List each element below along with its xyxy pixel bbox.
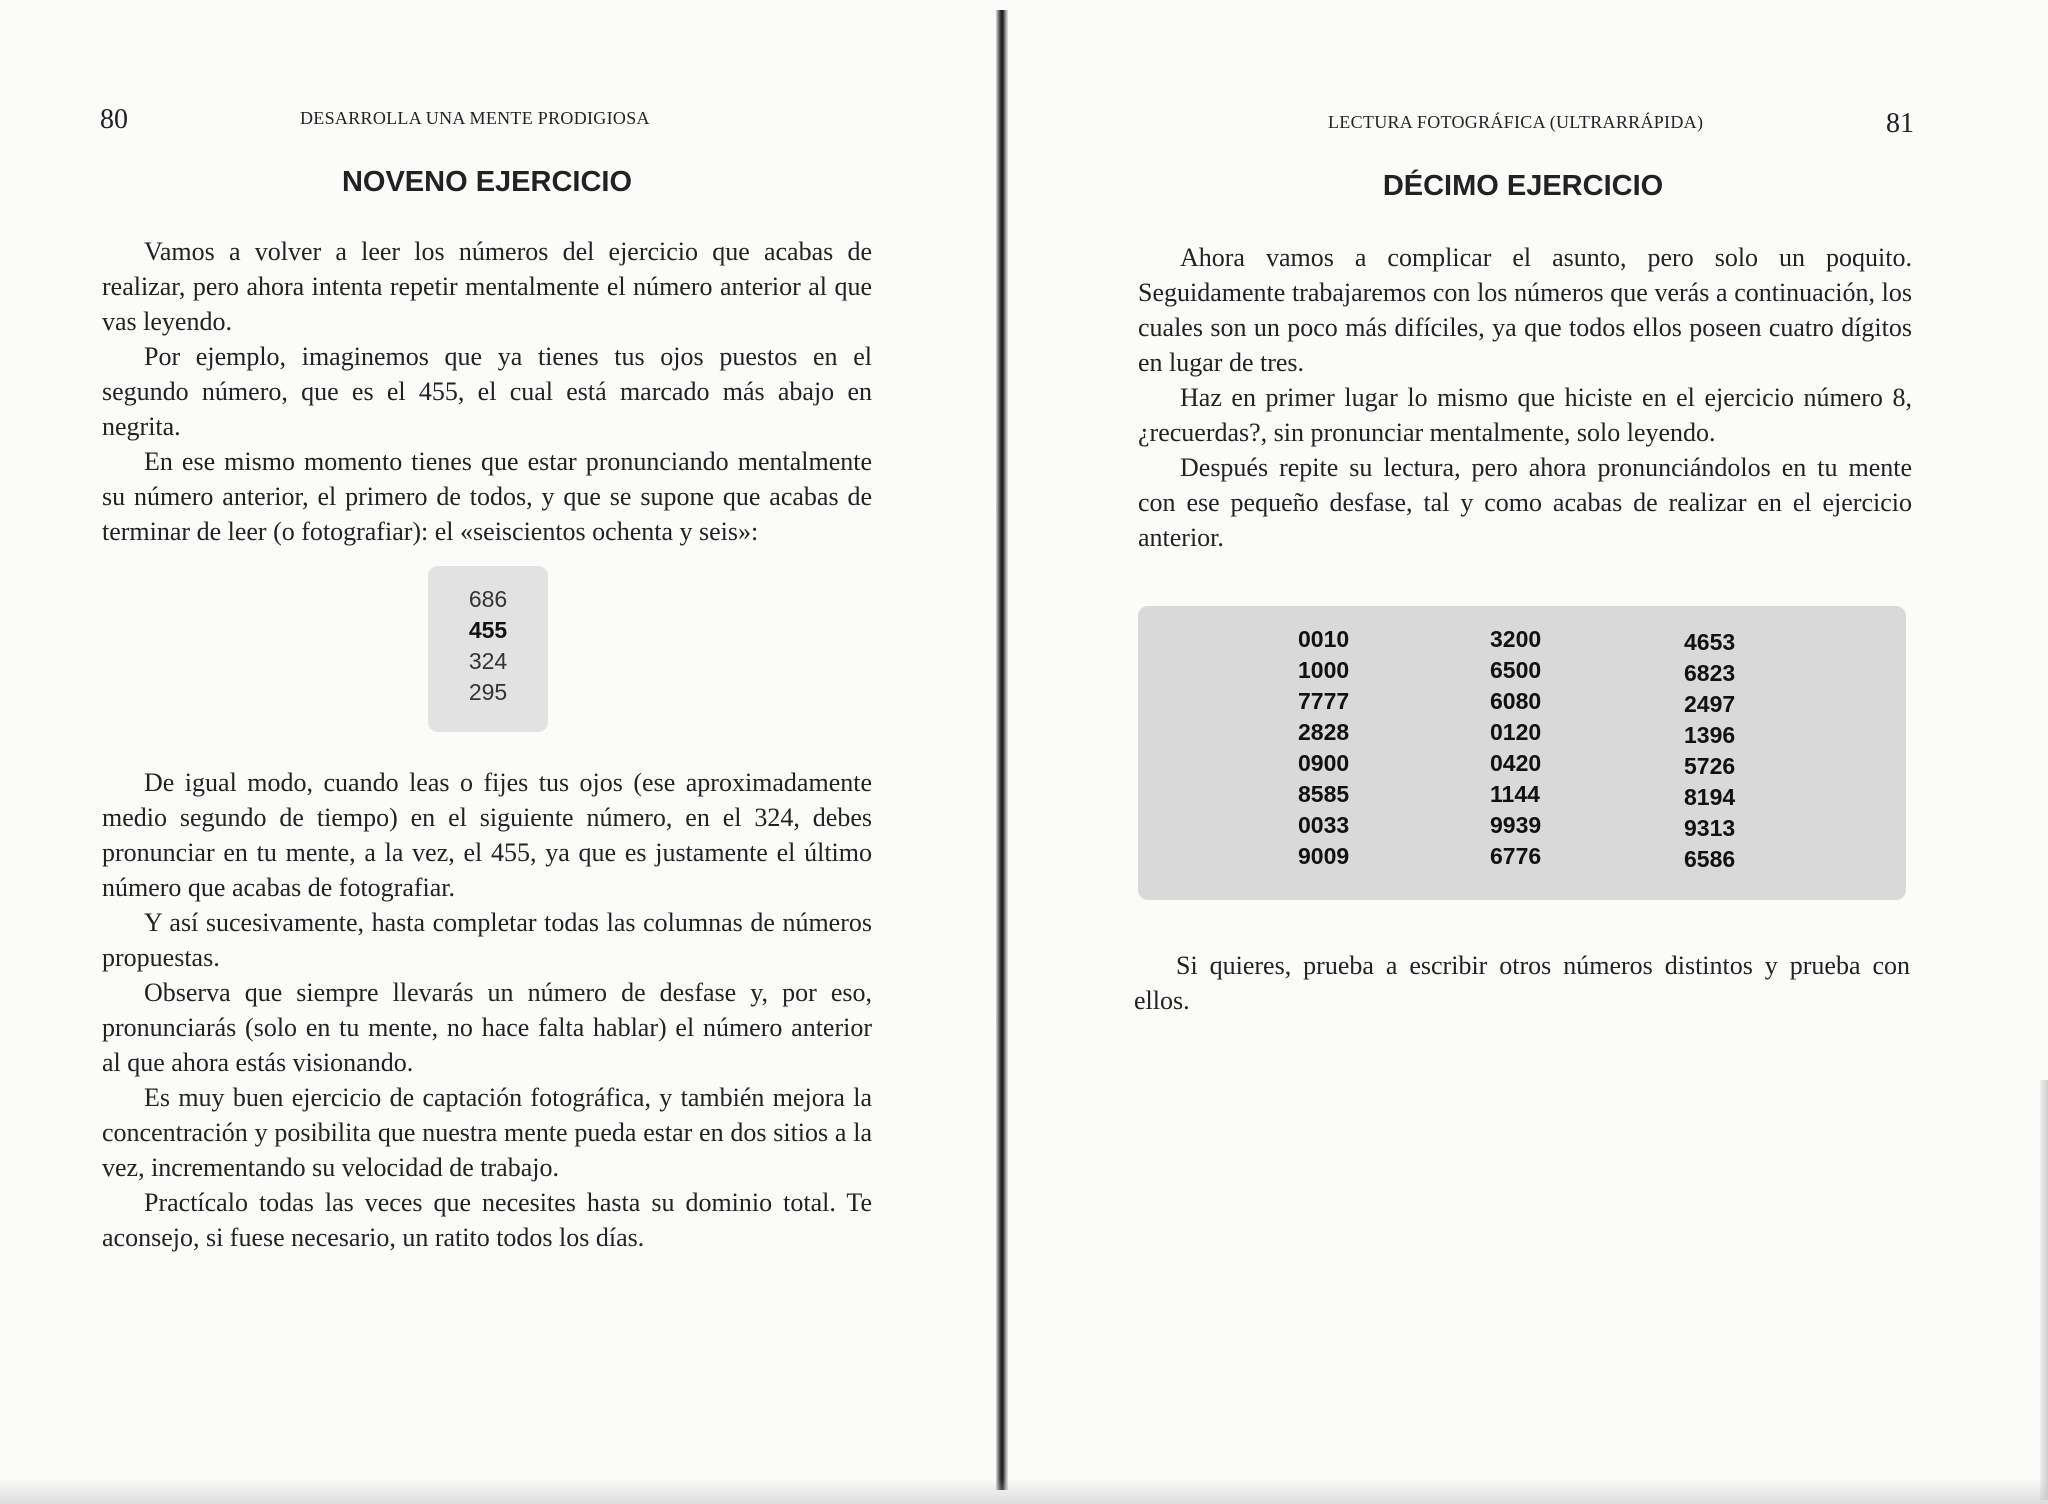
number-grid (1138, 606, 1906, 900)
paragraph: Si quieres, prueba a escribir otros números distintos y prueba con ellos. (1134, 951, 1910, 1015)
number-cell: 0033 (1298, 812, 1350, 838)
paragraph: Por ejemplo, imaginemos que ya tienes tus ojos puestos en el segundo número, que es el 455, el cual está marcado más abajo en negrita. (102, 342, 872, 441)
running-head: DESARROLLA UNA MENTE PRODIGIOSA (300, 108, 650, 128)
number-column (1298, 624, 1349, 872)
body-text-top (102, 234, 872, 549)
number-cell: 6500 (1490, 657, 1542, 683)
book-gutter (996, 10, 1008, 1490)
exercise-title: NOVENO EJERCICIO (341, 166, 633, 198)
body-text-bottom (1134, 948, 1910, 1018)
paragraph: De igual modo, cuando leas o fijes tus ojos (ese aproximadamente medio segundo de tiempo) en el siguiente número, en el 324, debes pronunciar en tu mente, a la vez, el 455, ya que es justamente el último número que acabas de fotografiar. (102, 768, 872, 902)
number-cell: 1396 (1684, 722, 1736, 748)
number-item-bold: 455 (468, 617, 508, 643)
exercise-title: DÉCIMO EJERCICIO (1382, 170, 1664, 202)
number-cell: 6080 (1490, 688, 1542, 714)
number-cell: 4653 (1684, 629, 1736, 655)
number-cell: 0420 (1490, 750, 1542, 776)
number-cell: 7777 (1298, 688, 1350, 714)
number-cell: 2828 (1298, 719, 1350, 745)
number-column (1490, 624, 1541, 872)
page-number: 80 (100, 104, 128, 135)
running-head: LECTURA FOTOGRÁFICA (ULTRARRÁPIDA) (1328, 112, 1704, 132)
number-item: 295 (468, 679, 508, 705)
bottom-shadow (0, 1478, 2048, 1504)
page-edge (2040, 1080, 2048, 1500)
page-number: 81 (1886, 108, 1914, 139)
body-text-bottom (102, 765, 872, 1255)
number-cell: 9939 (1490, 812, 1542, 838)
number-column (1684, 627, 1735, 875)
number-cell: 5726 (1684, 753, 1736, 779)
number-cell: 3200 (1490, 626, 1542, 652)
paragraph: Ahora vamos a complicar el asunto, pero solo un poquito. Seguidamente trabajaremos con los números que verás a continuación, los cuales son un poco más difíciles, ya que todos ellos poseen cuatro dígitos en lugar de tres. (1138, 243, 1912, 377)
paragraph: Haz en primer lugar lo mismo que hiciste en el ejercicio número 8, ¿recuerdas?, sin pronunciar mentalmente, solo leyendo. (1138, 383, 1912, 447)
number-cell: 1144 (1490, 781, 1540, 807)
paragraph: Vamos a volver a leer los números del ejercicio que acabas de realizar, pero ahora intenta repetir mentalmente el número anterior al que vas leyendo. (102, 237, 872, 336)
number-cell: 0900 (1298, 750, 1350, 776)
number-cell: 9009 (1298, 843, 1350, 869)
paragraph: Observa que siempre llevarás un número de desfase y, por eso, pronunciarás (solo en tu mente, no hace falta hablar) el número anterior al que ahora estás visionando. (102, 978, 872, 1077)
number-cell: 2497 (1684, 691, 1736, 717)
number-cell: 6586 (1684, 846, 1736, 872)
number-cell: 8585 (1298, 781, 1350, 807)
number-cell: 9313 (1684, 815, 1736, 841)
number-item: 324 (468, 648, 508, 674)
left-page (0, 0, 1002, 1504)
paragraph: En ese mismo momento tienes que estar pronunciando mentalmente su número anterior, el primero de todos, y que se supone que acabas de terminar de leer (o fotografiar): el «seiscientos ochenta y seis»: (102, 447, 872, 546)
number-cell: 8194 (1684, 784, 1736, 810)
paragraph: Es muy buen ejercicio de captación fotográfica, y también mejora la concentración y posibilita que nuestra mente pueda estar en dos sitios a la vez, incrementando su velocidad de trabajo. (102, 1083, 872, 1182)
number-box (428, 566, 548, 732)
paragraph: Practícalo todas las veces que necesites hasta su dominio total. Te aconsejo, si fuese necesario, un ratito todos los días. (102, 1188, 872, 1252)
number-cell: 0010 (1298, 626, 1350, 652)
number-cell: 1000 (1298, 657, 1350, 683)
number-cell: 0120 (1490, 719, 1542, 745)
number-item: 686 (468, 586, 508, 612)
paragraph: Y así sucesivamente, hasta completar todas las columnas de números propuestas. (102, 908, 872, 972)
number-cell: 6823 (1684, 660, 1736, 686)
body-text-top (1138, 240, 1912, 555)
paragraph: Después repite su lectura, pero ahora pronunciándolos en tu mente con ese pequeño desfase, tal y como acabas de realizar en el ejercicio anterior. (1138, 453, 1912, 552)
number-cell: 6776 (1490, 843, 1542, 869)
